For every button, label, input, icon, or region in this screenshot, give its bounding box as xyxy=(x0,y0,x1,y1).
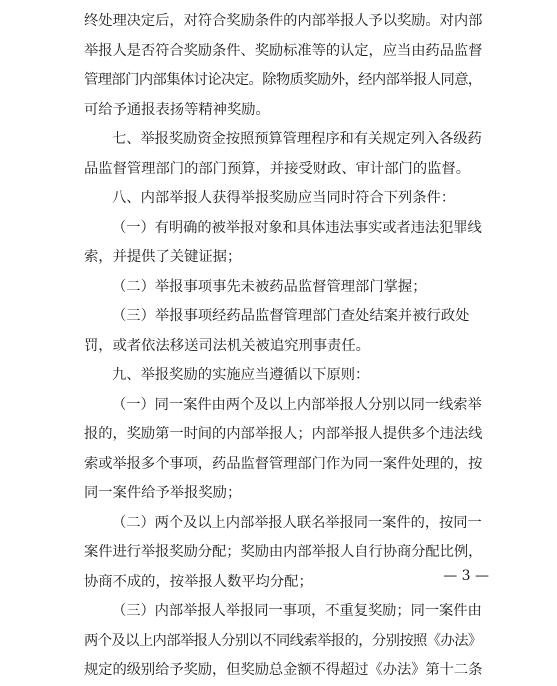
text-line: （三）内部举报人举报同一事项，不重复奖励；同一案件由 xyxy=(112,603,482,619)
text-line: 规定的级别给予奖励，但奖励总金额不得超过《办法》第十二条 xyxy=(84,662,483,678)
text-line: 索，并提供了关键证据； xyxy=(84,249,242,265)
text-line: 品监督管理部门的部门预算，并接受财政、审计部门的监督。 xyxy=(84,160,471,177)
text-line: 索或举报多个事项，药品监督管理部门作为同一案件处理的，按 xyxy=(84,455,483,472)
text-line: 八、内部举报人获得举报奖励应当同时符合下列条件： xyxy=(112,190,456,206)
text-line: 可给予通报表扬等精神奖励。 xyxy=(84,101,270,118)
text-line: 七、举报奖励资金按照预算管理程序和有关规定列入各级药 xyxy=(112,131,482,147)
document-body xyxy=(84,0,482,686)
page-number: — 3 — xyxy=(443,568,489,584)
text-line: 案件进行举报奖励分配；奖励由内部举报人自行协商分配比例， xyxy=(84,544,483,560)
text-line: 管理部门内部集体讨论决定。除物质奖励外，经内部举报人同意， xyxy=(84,72,482,88)
text-line: 同一案件给予举报奖励； xyxy=(84,485,242,501)
text-line: 九、举报奖励的实施应当遵循以下原则： xyxy=(112,367,370,383)
text-line: （一）同一案件由两个及以上内部举报人分别以同一线索举 xyxy=(112,396,482,413)
text-line: 终处理决定后，对符合奖励条件的内部举报人予以奖励。对内部 xyxy=(84,13,483,29)
text-line: （三）举报事项经药品监督管理部门查处结案并被行政处 xyxy=(112,308,470,324)
text-line: 罚，或者依法移送司法机关被追究刑事责任。 xyxy=(84,337,370,354)
text-line: （二）两个及以上内部举报人联名举报同一案件的，按同一 xyxy=(112,514,482,531)
text-line: 报的，奖励第一时间的内部举报人；内部举报人提供多个违法线 xyxy=(84,426,483,442)
text-line: 举报人是否符合奖励条件、奖励标准等的认定，应当由药品监督 xyxy=(84,42,483,59)
text-line: 协商不成的，按举报人数平均分配； xyxy=(84,573,313,590)
text-line: （二）举报事项事先未被药品监督管理部门掌握； xyxy=(112,278,427,295)
text-line: 两个及以上内部举报人分别以不同线索举报的，分别按照《办法》 xyxy=(84,632,482,649)
text-line: （一）有明确的被举报对象和具体违法事实或者违法犯罪线 xyxy=(112,219,482,236)
